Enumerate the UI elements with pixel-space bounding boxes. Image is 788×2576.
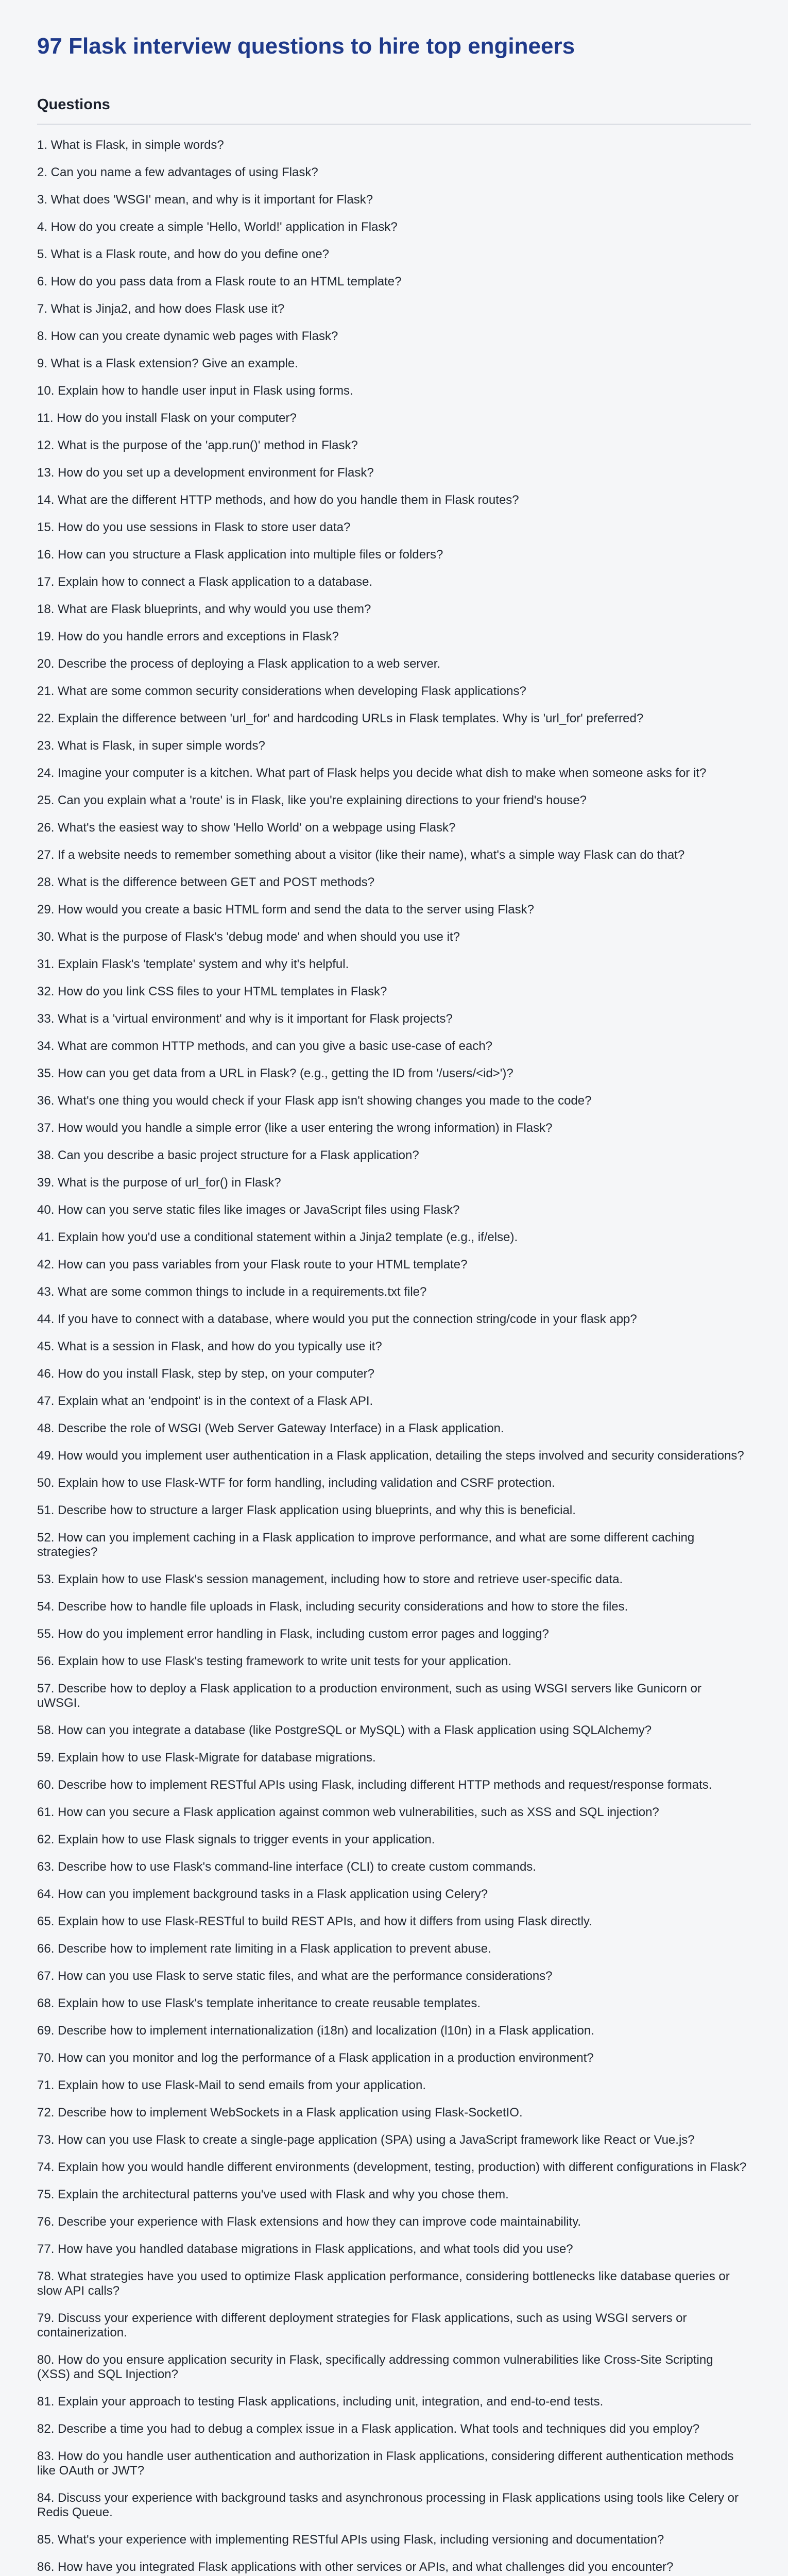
question-item: 42. How can you pass variables from your Flask route to your HTML template? [37,1258,468,1272]
question-item: 74. Explain how you would handle different environments (development, testing, production) with different configurations in Flask? [37,2160,747,2174]
question-item: 41. Explain how you'd use a conditional statement within a Jinja2 template (e.g., if/else). [37,1230,518,1244]
question-list [37,138,751,2576]
question-item: 62. Explain how to use Flask signals to trigger events in your application. [37,1833,435,1846]
question-item: 25. Can you explain what a 'route' is in Flask, like you're explaining directions to your friend's house? [37,793,587,807]
question-item: 83. How do you handle user authentication and authorization in Flask applications, considering different authentication methods like OAuth or JWT? [37,2449,734,2478]
question-item: 75. Explain the architectural patterns you've used with Flask and why you chose them. [37,2188,509,2201]
question-item: 11. How do you install Flask on your computer? [37,411,297,425]
question-item: 49. How would you implement user authentication in a Flask application, detailing the steps involved and security considerations? [37,1449,744,1463]
question-item: 81. Explain your approach to testing Flask applications, including unit, integration, and end-to-end tests. [37,2395,604,2409]
question-item: 63. Describe how to use Flask's command-line interface (CLI) to create custom commands. [37,1860,536,1874]
question-item: 18. What are Flask blueprints, and why would you use them? [37,602,371,616]
question-item: 8. How can you create dynamic web pages with Flask? [37,329,338,343]
question-item: 22. Explain the difference between 'url_for' and hardcoding URLs in Flask templates. Why is 'url_for' preferred? [37,711,644,725]
question-item: 4. How do you create a simple 'Hello, World!' application in Flask? [37,220,398,234]
question-item: 38. Can you describe a basic project structure for a Flask application? [37,1148,419,1162]
question-item: 21. What are some common security considerations when developing Flask applications? [37,684,526,698]
question-item: 61. How can you secure a Flask application against common web vulnerabilities, such as XSS and SQL injection? [37,1805,659,1819]
question-item: 5. What is a Flask route, and how do you define one? [37,247,330,261]
question-item: 10. Explain how to handle user input in Flask using forms. [37,384,353,398]
question-item: 70. How can you monitor and log the performance of a Flask application in a production environment? [37,2051,594,2065]
question-item: 78. What strategies have you used to optimize Flask application performance, considering bottlenecks like database queries or slow API calls? [37,2269,730,2298]
question-item: 84. Discuss your experience with background tasks and asynchronous processing in Flask applications using tools like Celery or Redis Queue. [37,2491,739,2519]
question-item: 72. Describe how to implement WebSockets in a Flask application using Flask-SocketIO. [37,2106,523,2120]
question-item: 51. Describe how to structure a larger Flask application using blueprints, and why this is beneficial. [37,1503,576,1517]
question-item: 15. How do you use sessions in Flask to store user data? [37,520,351,534]
question-item: 20. Describe the process of deploying a Flask application to a web server. [37,657,441,671]
question-item: 44. If you have to connect with a database, where would you put the connection string/code in your flask app? [37,1312,637,1326]
question-item: 80. How do you ensure application security in Flask, specifically addressing common vulnerabilities like Cross-Site Scripting (XSS) and SQL Injection? [37,2353,713,2381]
question-item: 2. Can you name a few advantages of using Flask? [37,165,318,179]
question-item: 9. What is a Flask extension? Give an example. [37,357,298,370]
question-item: 6. How do you pass data from a Flask route to an HTML template? [37,275,402,289]
questions-heading: Questions [37,96,751,125]
question-item: 85. What's your experience with implementing RESTful APIs using Flask, including versioning and documentation? [37,2533,664,2547]
question-item: 30. What is the purpose of Flask's 'debug mode' and when should you use it? [37,930,460,944]
question-item: 3. What does 'WSGI' mean, and why is it important for Flask? [37,193,373,207]
question-item: 48. Describe the role of WSGI (Web Server Gateway Interface) in a Flask application. [37,1421,504,1435]
question-item: 65. Explain how to use Flask-RESTful to build REST APIs, and how it differs from using Flask directly. [37,1914,592,1928]
question-item: 86. How have you integrated Flask applications with other services or APIs, and what challenges did you encounter? [37,2560,674,2574]
question-item: 53. Explain how to use Flask's session management, including how to store and retrieve user-specific data. [37,1572,623,1586]
question-item: 56. Explain how to use Flask's testing framework to write unit tests for your application. [37,1654,511,1668]
questions-section [37,96,751,2576]
question-item: 19. How do you handle errors and exceptions in Flask? [37,630,339,643]
question-item: 17. Explain how to connect a Flask application to a database. [37,575,373,589]
question-item: 67. How can you use Flask to serve static files, and what are the performance considerations? [37,1969,553,1983]
question-item: 46. How do you install Flask, step by step, on your computer? [37,1367,374,1381]
question-item: 35. How can you get data from a URL in Flask? (e.g., getting the ID from '/users/<id>')? [37,1066,513,1080]
question-item: 23. What is Flask, in super simple words? [37,739,265,753]
question-item: 50. Explain how to use Flask-WTF for form handling, including validation and CSRF protection. [37,1476,555,1490]
question-item: 29. How would you create a basic HTML form and send the data to the server using Flask? [37,903,534,917]
question-item: 26. What's the easiest way to show 'Hello World' on a webpage using Flask? [37,821,456,835]
question-item: 60. Describe how to implement RESTful APIs using Flask, including different HTTP methods and request/response formats. [37,1778,712,1792]
question-item: 13. How do you set up a development environment for Flask? [37,466,374,480]
question-item: 79. Discuss your experience with different deployment strategies for Flask applications, such as using WSGI servers or containerization. [37,2311,687,2340]
question-item: 58. How can you integrate a database (like PostgreSQL or MySQL) with a Flask application using SQLAlchemy? [37,1723,652,1737]
question-item: 36. What's one thing you would check if your Flask app isn't showing changes you made to the code? [37,1094,592,1108]
question-item: 52. How can you implement caching in a Flask application to improve performance, and what are some different caching strategies? [37,1531,695,1559]
question-item: 82. Describe a time you had to debug a complex issue in a Flask application. What tools and techniques did you employ? [37,2422,700,2436]
question-item: 43. What are some common things to include in a requirements.txt file? [37,1285,427,1299]
question-item: 40. How can you serve static files like images or JavaScript files using Flask? [37,1203,460,1217]
question-item: 64. How can you implement background tasks in a Flask application using Celery? [37,1887,488,1901]
question-item: 68. Explain how to use Flask's template inheritance to create reusable templates. [37,1996,481,2010]
question-item: 45. What is a session in Flask, and how do you typically use it? [37,1340,382,1353]
question-item: 37. How would you handle a simple error (like a user entering the wrong information) in Flask? [37,1121,553,1135]
question-item: 16. How can you structure a Flask application into multiple files or folders? [37,548,443,562]
question-item: 27. If a website needs to remember something about a visitor (like their name), what's a simple way Flask can do that? [37,848,685,862]
question-item: 1. What is Flask, in simple words? [37,138,224,152]
question-item: 14. What are the different HTTP methods, and how do you handle them in Flask routes? [37,493,519,507]
question-item: 47. Explain what an 'endpoint' is in the context of a Flask API. [37,1394,373,1408]
question-item: 39. What is the purpose of url_for() in Flask? [37,1176,281,1190]
page-title: 97 Flask interview questions to hire top engineers [37,33,575,59]
question-item: 66. Describe how to implement rate limiting in a Flask application to prevent abuse. [37,1942,491,1956]
question-item: 69. Describe how to implement internationalization (i18n) and localization (l10n) in a Flask application. [37,2024,594,2038]
question-item: 54. Describe how to handle file uploads in Flask, including security considerations and how to store the files. [37,1600,628,1614]
question-item: 31. Explain Flask's 'template' system and why it's helpful. [37,957,349,971]
question-item: 55. How do you implement error handling in Flask, including custom error pages and logging? [37,1627,549,1641]
question-item: 28. What is the difference between GET and POST methods? [37,875,375,889]
question-item: 76. Describe your experience with Flask extensions and how they can improve code maintainability. [37,2215,581,2229]
question-item: 34. What are common HTTP methods, and can you give a basic use-case of each? [37,1039,493,1053]
question-item: 12. What is the purpose of the 'app.run()' method in Flask? [37,438,358,452]
question-item: 77. How have you handled database migrations in Flask applications, and what tools did you use? [37,2242,573,2256]
question-item: 73. How can you use Flask to create a single-page application (SPA) using a JavaScript framework like React or Vue.js? [37,2133,695,2147]
question-item: 32. How do you link CSS files to your HTML templates in Flask? [37,985,387,998]
question-item: 59. Explain how to use Flask-Migrate for database migrations. [37,1751,376,1765]
question-item: 7. What is Jinja2, and how does Flask use it? [37,302,285,316]
question-item: 57. Describe how to deploy a Flask application to a production environment, such as using WSGI servers like Gunicorn or uWSGI. [37,1682,701,1710]
question-item: 33. What is a 'virtual environment' and why is it important for Flask projects? [37,1012,453,1026]
question-item: 71. Explain how to use Flask-Mail to send emails from your application. [37,2078,426,2092]
question-item: 24. Imagine your computer is a kitchen. What part of Flask helps you decide what dish to make when someone asks for it? [37,766,707,780]
